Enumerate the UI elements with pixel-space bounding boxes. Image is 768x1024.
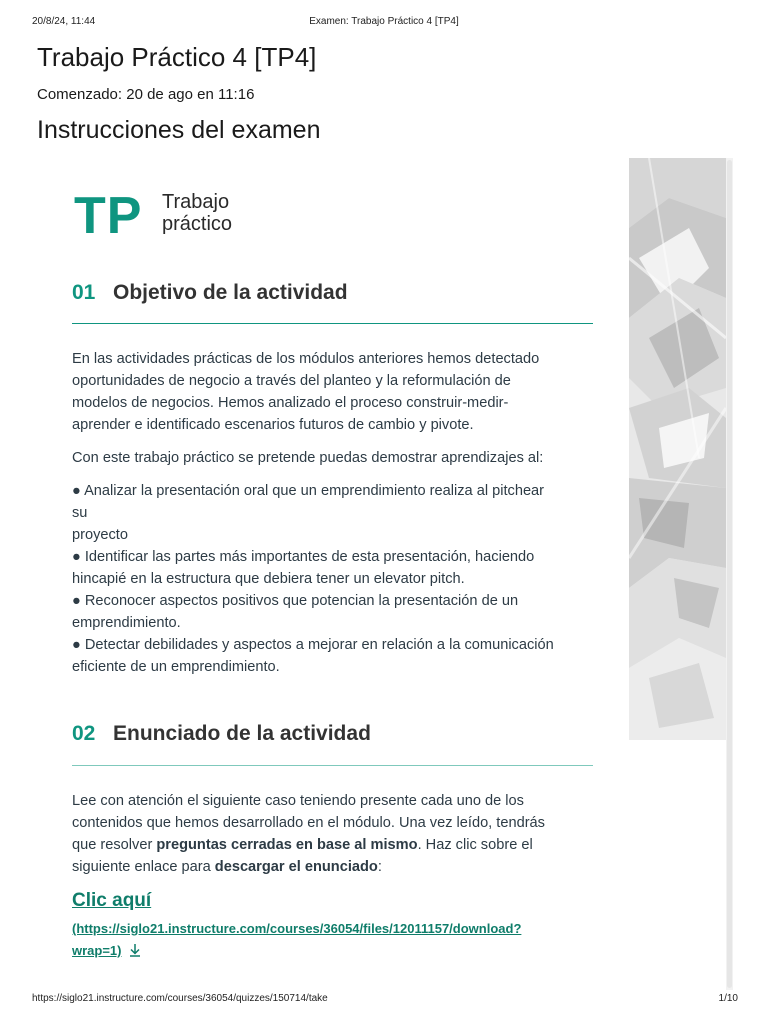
emphasis-text: descargar el enunciado [214,859,378,875]
tp-logo-words [162,191,232,235]
paragraph-line: modelos de negocios. Hemos analizado el proceso construir-medir- [72,395,509,411]
download-arrow-icon [128,942,142,964]
section-01-bullet-list [72,480,597,678]
bullet-line: ● Identificar las partes más importantes de esta presentación, haciendo [72,549,535,565]
print-page-number: 1/10 [718,993,738,1004]
bullet-line: hincapié en la estructura que debiera tener un elevator pitch. [72,571,465,587]
clic-aqui-link[interactable]: Clic aquí [72,890,152,911]
tp-logo-mark: TP [74,187,143,245]
section-01-paragraph-2 [72,447,597,469]
quiz-started-info [37,86,254,103]
instructions-heading: Instrucciones del examen [37,116,321,144]
print-document-title: Examen: Trabajo Práctico 4 [TP4] [309,16,459,27]
section-02-paragraph [72,790,597,878]
started-label: Comenzado: [37,86,123,103]
bullet-line: emprendimiento. [72,615,181,631]
bullet-line: su [72,505,88,521]
tp-logo-word-1: Trabajo [162,191,230,213]
paragraph-line: oportunidades de negocio a través del planteo y la reformulación de [72,373,511,389]
paragraph-line [72,834,597,856]
bullet-line: eficiente de un emprendimiento. [72,659,280,675]
paragraph-line: Con este trabajo práctico se pretende puedas demostrar aprendizajes al: [72,450,544,466]
download-url-text: wrap=1) [72,943,122,958]
print-page-url: https://siglo21.instructure.com/courses/36054/quizzes/150714/take [32,993,328,1004]
section-02-number: 02 [72,722,96,745]
download-url-line-1: (https://siglo21.instructure.com/courses/36054/files/12011157/download? [72,921,522,936]
print-header [32,16,736,30]
section-01-title: Objetivo de la actividad [113,281,348,304]
section-02-divider [72,765,593,766]
section-01-paragraph-1 [72,348,597,436]
download-enunciado-link[interactable] [72,918,521,964]
bullet-line: ● Analizar la presentación oral que un emprendimiento realiza al pitchear [72,483,545,499]
paragraph-line: En las actividades prácticas de los módulos anteriores hemos detectado [72,351,540,367]
text-segment: . Haz clic sobre el [417,837,533,853]
paragraph-line: aprender e identificado escenarios futuros de cambio y pivote. [72,417,474,433]
paragraph-line [72,856,597,878]
section-01-number: 01 [72,281,96,304]
paragraph-line: contenidos que hemos desarrollado en el módulo. Una vez leído, tendrás [72,815,545,831]
text-segment: : [377,859,382,875]
bullet-line: ● Reconocer aspectos positivos que potencian la presentación de un [72,593,519,609]
tp-logo-word-2: práctico [162,213,233,235]
text-segment: que resolver [72,837,157,853]
scrollbar-thumb[interactable] [727,160,732,988]
print-datetime: 20/8/24, 11:44 [32,16,96,27]
text-segment: siguiente enlace para [72,859,215,875]
abstract-pattern-image [629,158,726,740]
emphasis-text: preguntas cerradas en base al mismo [156,837,418,853]
bullet-line: ● Detectar debilidades y aspectos a mejorar en relación a la comunicación [72,637,554,653]
paragraph-line: Lee con atención el siguiente caso teniendo presente cada uno de los [72,793,524,809]
bullet-line: proyecto [72,527,128,543]
started-value: 20 de ago en 11:16 [126,86,255,103]
section-01-divider [72,323,593,324]
print-footer [32,993,738,1007]
quiz-title: Trabajo Práctico 4 [TP4] [37,42,317,72]
section-02-title: Enunciado de la actividad [113,722,371,745]
decorative-side-image [629,158,726,740]
download-url-line-2 [72,940,521,964]
